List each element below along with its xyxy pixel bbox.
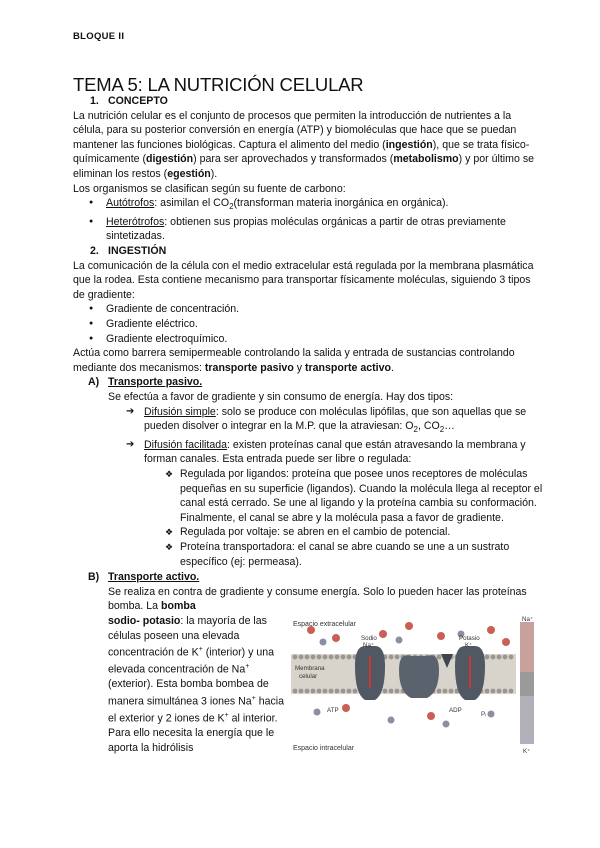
- document-body: [73, 94, 543, 755]
- paragraph-clasificacion: Los organismos se clasifican según su fuente de carbono:: [73, 182, 346, 195]
- list-item-gradient: ● Gradiente eléctrico.: [73, 317, 543, 332]
- list-item-difusion-facilitada: ➔ Difusión facilitada: existen proteínas canal que están atravesando la membrana y forman canales. Esta entrada puede ser libre o regulada:: [73, 438, 543, 467]
- list-item-channel-type: ❖ Proteína transportadora: el canal se abre cuando se une a un sustrato específico (ej: permeasa).: [73, 540, 543, 569]
- list-item-heterotrofos: ● Heterótrofos: obtienen sus propias moléculas orgánicas a partir de otras previamente sintetizadas.: [73, 215, 543, 244]
- section-heading-concepto: 1. CONCEPTO: [90, 95, 168, 107]
- label-intracelular: Espacio intracelular: [293, 745, 355, 752]
- label-potasio: Potasio: [459, 635, 480, 642]
- label-adp: ADP: [449, 707, 462, 714]
- list-item-difusion-simple: ➔ Difusión simple: solo se produce con moléculas lipófilas, que son aquellas que se pueden disolver o integrar en la M.P. que la atraviesan: $O_2$, $CO_2\dots$: [73, 405, 543, 438]
- label-pi: Pᵢ: [481, 711, 487, 718]
- list-item-channel-type: ❖ Regulada por ligandos: proteína que posee unos receptores de moléculas pequeñas en su superficie (ligandos). Cuando la molécula llega al receptor el canal está cerrado. Se une al ligando y la proteína cambia su conformación. Finalmente, el canal se abre y la molécula pasa a favor de gradiente.: [73, 467, 543, 525]
- subsection-heading-activo: B) Transporte activo.: [88, 571, 200, 584]
- list-item-channel-type: ❖ Regulada por voltaje: se abren en el cambio de potencial.: [73, 525, 543, 540]
- label-celular: celular: [299, 673, 318, 680]
- sodium-potassium-pump-figure: [291, 616, 548, 756]
- diffusion-list: [73, 405, 543, 467]
- paragraph-concepto: La nutrición celular es el conjunto de procesos que permiten la introducción de nutrientes a la célula, para su posterior conversión en energía (ATP) y biomoléculas que hace que se puedan mantener las funciones biológicas. Captura el alimento del medio (ingestión), que se trata físico-químicamente (digestión) para ser aprovechados y transformados (metabolismo) y por último se eliminan los restos (egestión).: [73, 109, 535, 180]
- paragraph-barrera: Actúa como barrera semipermeable controlando la salida y entrada de sustancias controlando mediante dos mecanismos: transporte pasivo y transporte activo.: [73, 347, 515, 374]
- channel-type-list: [73, 467, 543, 569]
- list-item-gradient: ● Gradiente electroquímico.: [73, 332, 543, 347]
- label-membrana: Membrana: [295, 665, 325, 672]
- section-heading-ingestion: 2. INGESTIÓN: [90, 245, 167, 258]
- subsection-heading-pasivo: A) Transporte pasivo.: [88, 376, 203, 389]
- label-potasio-ion: K⁺: [465, 642, 473, 649]
- label-na-bar: Na⁺: [522, 616, 534, 623]
- paragraph-ingestion: La comunicación de la célula con el medio extracelular está regulada por la membrana plasmática que la rodea. Esta contiene mecanismo para transportar físicamente moléculas, siguiendo 3 tipos de gradiente:: [73, 259, 534, 301]
- gradient-list: [73, 302, 543, 346]
- label-sodio: Sodio: [361, 635, 377, 642]
- label-sodio-ion: Na⁺: [363, 642, 375, 649]
- block-label: BLOQUE II: [73, 31, 125, 42]
- activo-section: [73, 585, 543, 756]
- list-item-gradient: ● Gradiente de concentración.: [73, 302, 543, 317]
- organism-list: [73, 196, 543, 244]
- label-extracelular: Espacio extracelular: [293, 621, 357, 628]
- label-k-bar: K⁺: [523, 748, 531, 755]
- page-title: TEMA 5: LA NUTRICIÓN CELULAR: [73, 74, 364, 95]
- paragraph-pasivo-intro: Se efectúa a favor de gradiente y sin consumo de energía. Hay dos tipos:: [108, 390, 454, 403]
- paragraph-activo-intro: Se realiza en contra de gradiente y consume energía. Solo lo pueden hacer las proteínas bomba. La bomba: [108, 585, 527, 613]
- label-atp: ATP: [327, 707, 339, 714]
- list-item-autotrofos: ● Autótrofos: asimilan el $CO_2(transforman$ materia inorgánica en orgánica).: [73, 196, 543, 215]
- paragraph-bomba: sodio- potasio: la mayoría de las células poseen una elevada concentración de K+ (interior) y una elevada concentración de Na+ (exterior). Esta bomba bombea de manera simultánea 3 iones Na+ hacia el exterior y 2 iones de K+ al interior. Para ello necesita la energía que le aporta la hidrólisis: [108, 615, 285, 754]
